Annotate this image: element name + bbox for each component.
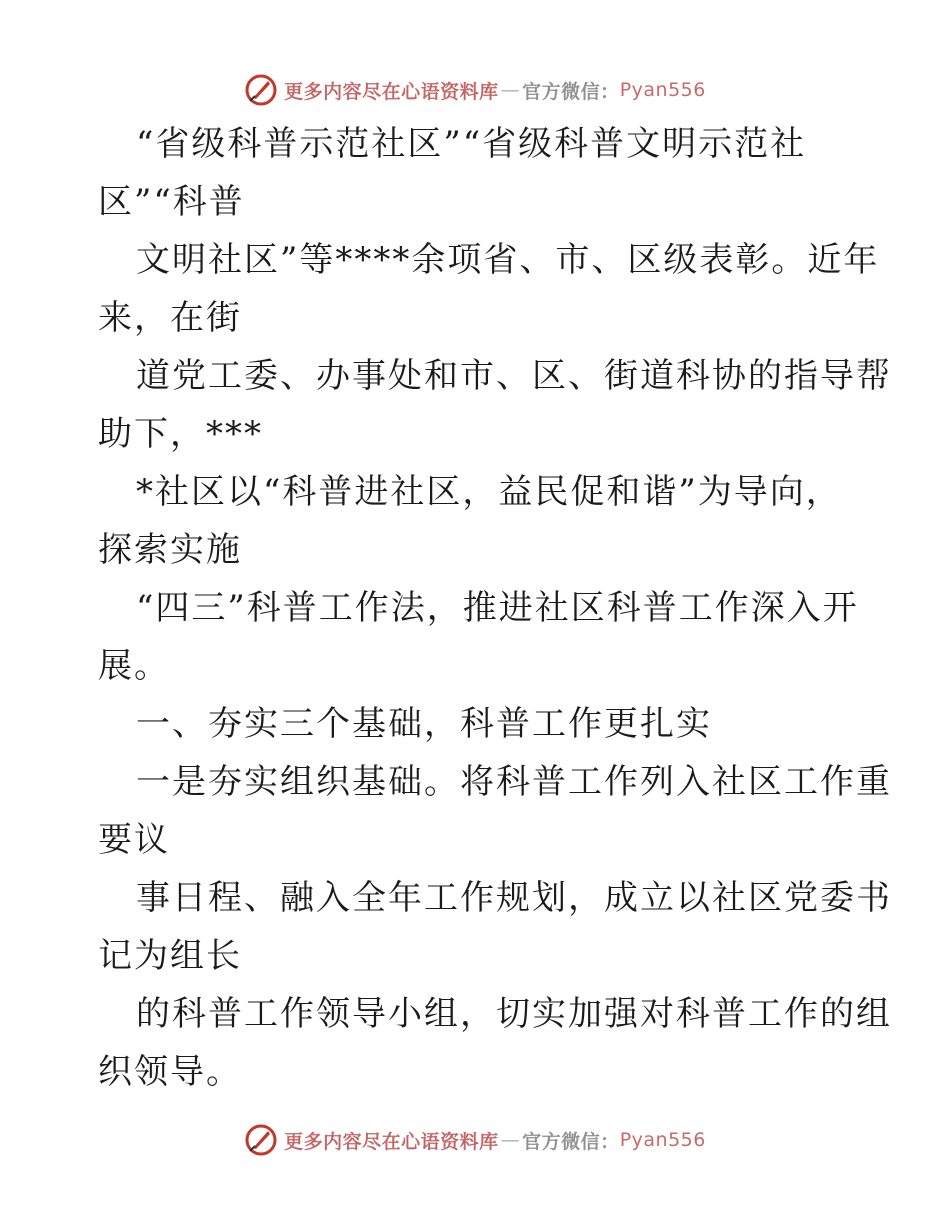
body-line: 助下，***: [98, 414, 263, 454]
body-line: 的科普工作领导小组，切实加强对科普工作的组: [136, 994, 892, 1034]
section-heading: 一、夯实三个基础，科普工作更扎实: [136, 704, 712, 744]
footer-banner: [0, 1120, 950, 1160]
body-line: 文明社区”等****余项省、市、区级表彰。近年: [136, 240, 880, 280]
banner-separator: —: [500, 79, 521, 101]
body-line: 探索实施: [98, 530, 242, 570]
quill-logo-icon: [244, 1123, 278, 1157]
body-line: 要议: [98, 820, 170, 860]
body-line: “省级科普示范社区”“省级科普文明示范社: [136, 124, 807, 164]
banner-separator: —: [500, 1129, 521, 1151]
body-line: 来，在街: [98, 298, 242, 338]
body-line: *社区以“科普进社区，益民促和谐”为导向，: [136, 472, 842, 512]
banner-wechat-label: 官方微信：: [522, 1130, 620, 1153]
body-line: 织领导。: [98, 1052, 242, 1092]
header-banner: [0, 70, 950, 110]
banner-wechat-id: Pyan556: [619, 79, 706, 101]
body-line: 事日程、融入全年工作规划，成立以社区党委书: [136, 878, 892, 918]
body-line: 记为组长: [98, 936, 242, 976]
banner-brand-text: 更多内容尽在心语资料库: [284, 80, 499, 103]
document-body: [98, 115, 892, 1101]
body-line: 道党工委、办事处和市、区、街道科协的指导帮: [136, 356, 892, 396]
body-line: “四三”科普工作法，推进社区科普工作深入开: [136, 588, 859, 628]
quill-logo-icon: [244, 73, 278, 107]
body-line: 一是夯实组织基础。将科普工作列入社区工作重: [136, 762, 892, 802]
banner-wechat-id: Pyan556: [619, 1129, 706, 1151]
body-line: 展。: [98, 646, 170, 686]
banner-wechat-label: 官方微信：: [522, 80, 620, 103]
body-line: 区”“科普: [98, 182, 245, 222]
banner-brand-text: 更多内容尽在心语资料库: [284, 1130, 499, 1153]
